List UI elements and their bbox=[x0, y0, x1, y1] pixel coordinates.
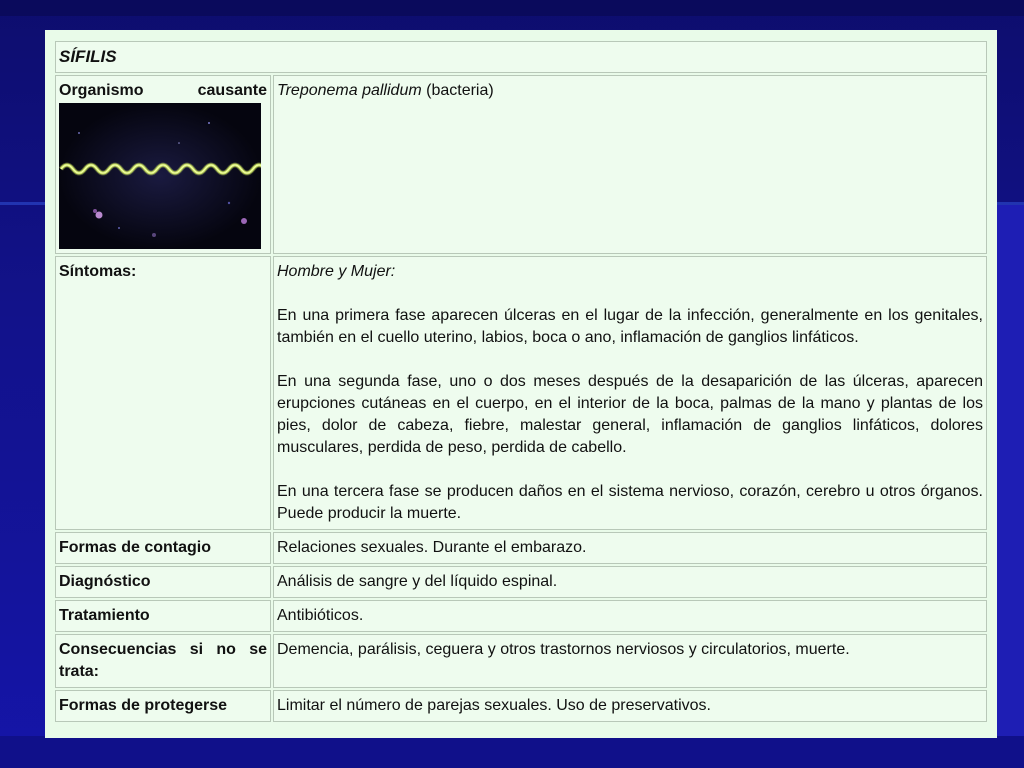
symptoms-phase-2: En una segunda fase, uno o dos meses después de la desaparición de las úlceras, aparecen erupciones cutáneas en el cuerpo, en el interior de la boca, palmas de la mano y plantas de los pies, dolor de cabeza, fiebre, malestar general, inflamación de ganglios linfáticos, dolores musculares, perdida de peso, perdida de cabello. bbox=[277, 373, 983, 456]
table-row-organismo bbox=[55, 75, 987, 254]
table-row-sintomas bbox=[55, 256, 987, 530]
table-row-tratamiento bbox=[55, 600, 987, 632]
organism-type: (bacteria) bbox=[421, 82, 494, 99]
row-value-tratamiento: Antibióticos. bbox=[273, 600, 987, 632]
table-title-row bbox=[55, 41, 987, 73]
row-value-organismo bbox=[273, 75, 987, 254]
table-title: SÍFILIS bbox=[55, 41, 987, 73]
row-label-contagio: Formas de contagio bbox=[55, 532, 271, 564]
table-row-proteccion bbox=[55, 690, 987, 722]
row-value-sintomas bbox=[273, 256, 987, 530]
content-panel bbox=[45, 30, 997, 738]
slide-bottom-band bbox=[0, 736, 1024, 768]
row-value-proteccion: Limitar el número de parejas sexuales. Uso de preservativos. bbox=[273, 690, 987, 722]
slide-top-band bbox=[0, 0, 1024, 16]
label-text: Organismo causante bbox=[59, 82, 267, 99]
table-row-contagio bbox=[55, 532, 987, 564]
row-label-consecuencias: Consecuencias si no se trata: bbox=[55, 634, 271, 688]
row-value-diagnostico: Análisis de sangre y del líquido espinal. bbox=[273, 566, 987, 598]
row-label-sintomas: Síntomas: bbox=[55, 256, 271, 530]
bacteria-micrograph-image bbox=[59, 103, 261, 249]
table-row-consecuencias bbox=[55, 634, 987, 688]
row-label-tratamiento: Tratamiento bbox=[55, 600, 271, 632]
row-label-proteccion: Formas de protegerse bbox=[55, 690, 271, 722]
organism-name: Treponema pallidum bbox=[277, 82, 422, 99]
row-label-organismo bbox=[55, 75, 271, 254]
table-row-diagnostico bbox=[55, 566, 987, 598]
symptoms-phase-3: En una tercera fase se producen daños en el sistema nervioso, corazón, cerebro u otros órganos. Puede producir la muerte. bbox=[277, 483, 983, 522]
symptoms-intro: Hombre y Mujer: bbox=[277, 263, 396, 280]
row-value-consecuencias: Demencia, parálisis, ceguera y otros trastornos nerviosos y circulatorios, muerte. bbox=[273, 634, 987, 688]
symptoms-phase-1: En una primera fase aparecen úlceras en el lugar de la infección, generalmente en los genitales, también en el cuello uterino, labios, boca o ano, inflamación de ganglios linfáticos. bbox=[277, 307, 983, 346]
row-label-diagnostico: Diagnóstico bbox=[55, 566, 271, 598]
disease-info-table bbox=[53, 39, 989, 724]
row-value-contagio: Relaciones sexuales. Durante el embarazo. bbox=[273, 532, 987, 564]
